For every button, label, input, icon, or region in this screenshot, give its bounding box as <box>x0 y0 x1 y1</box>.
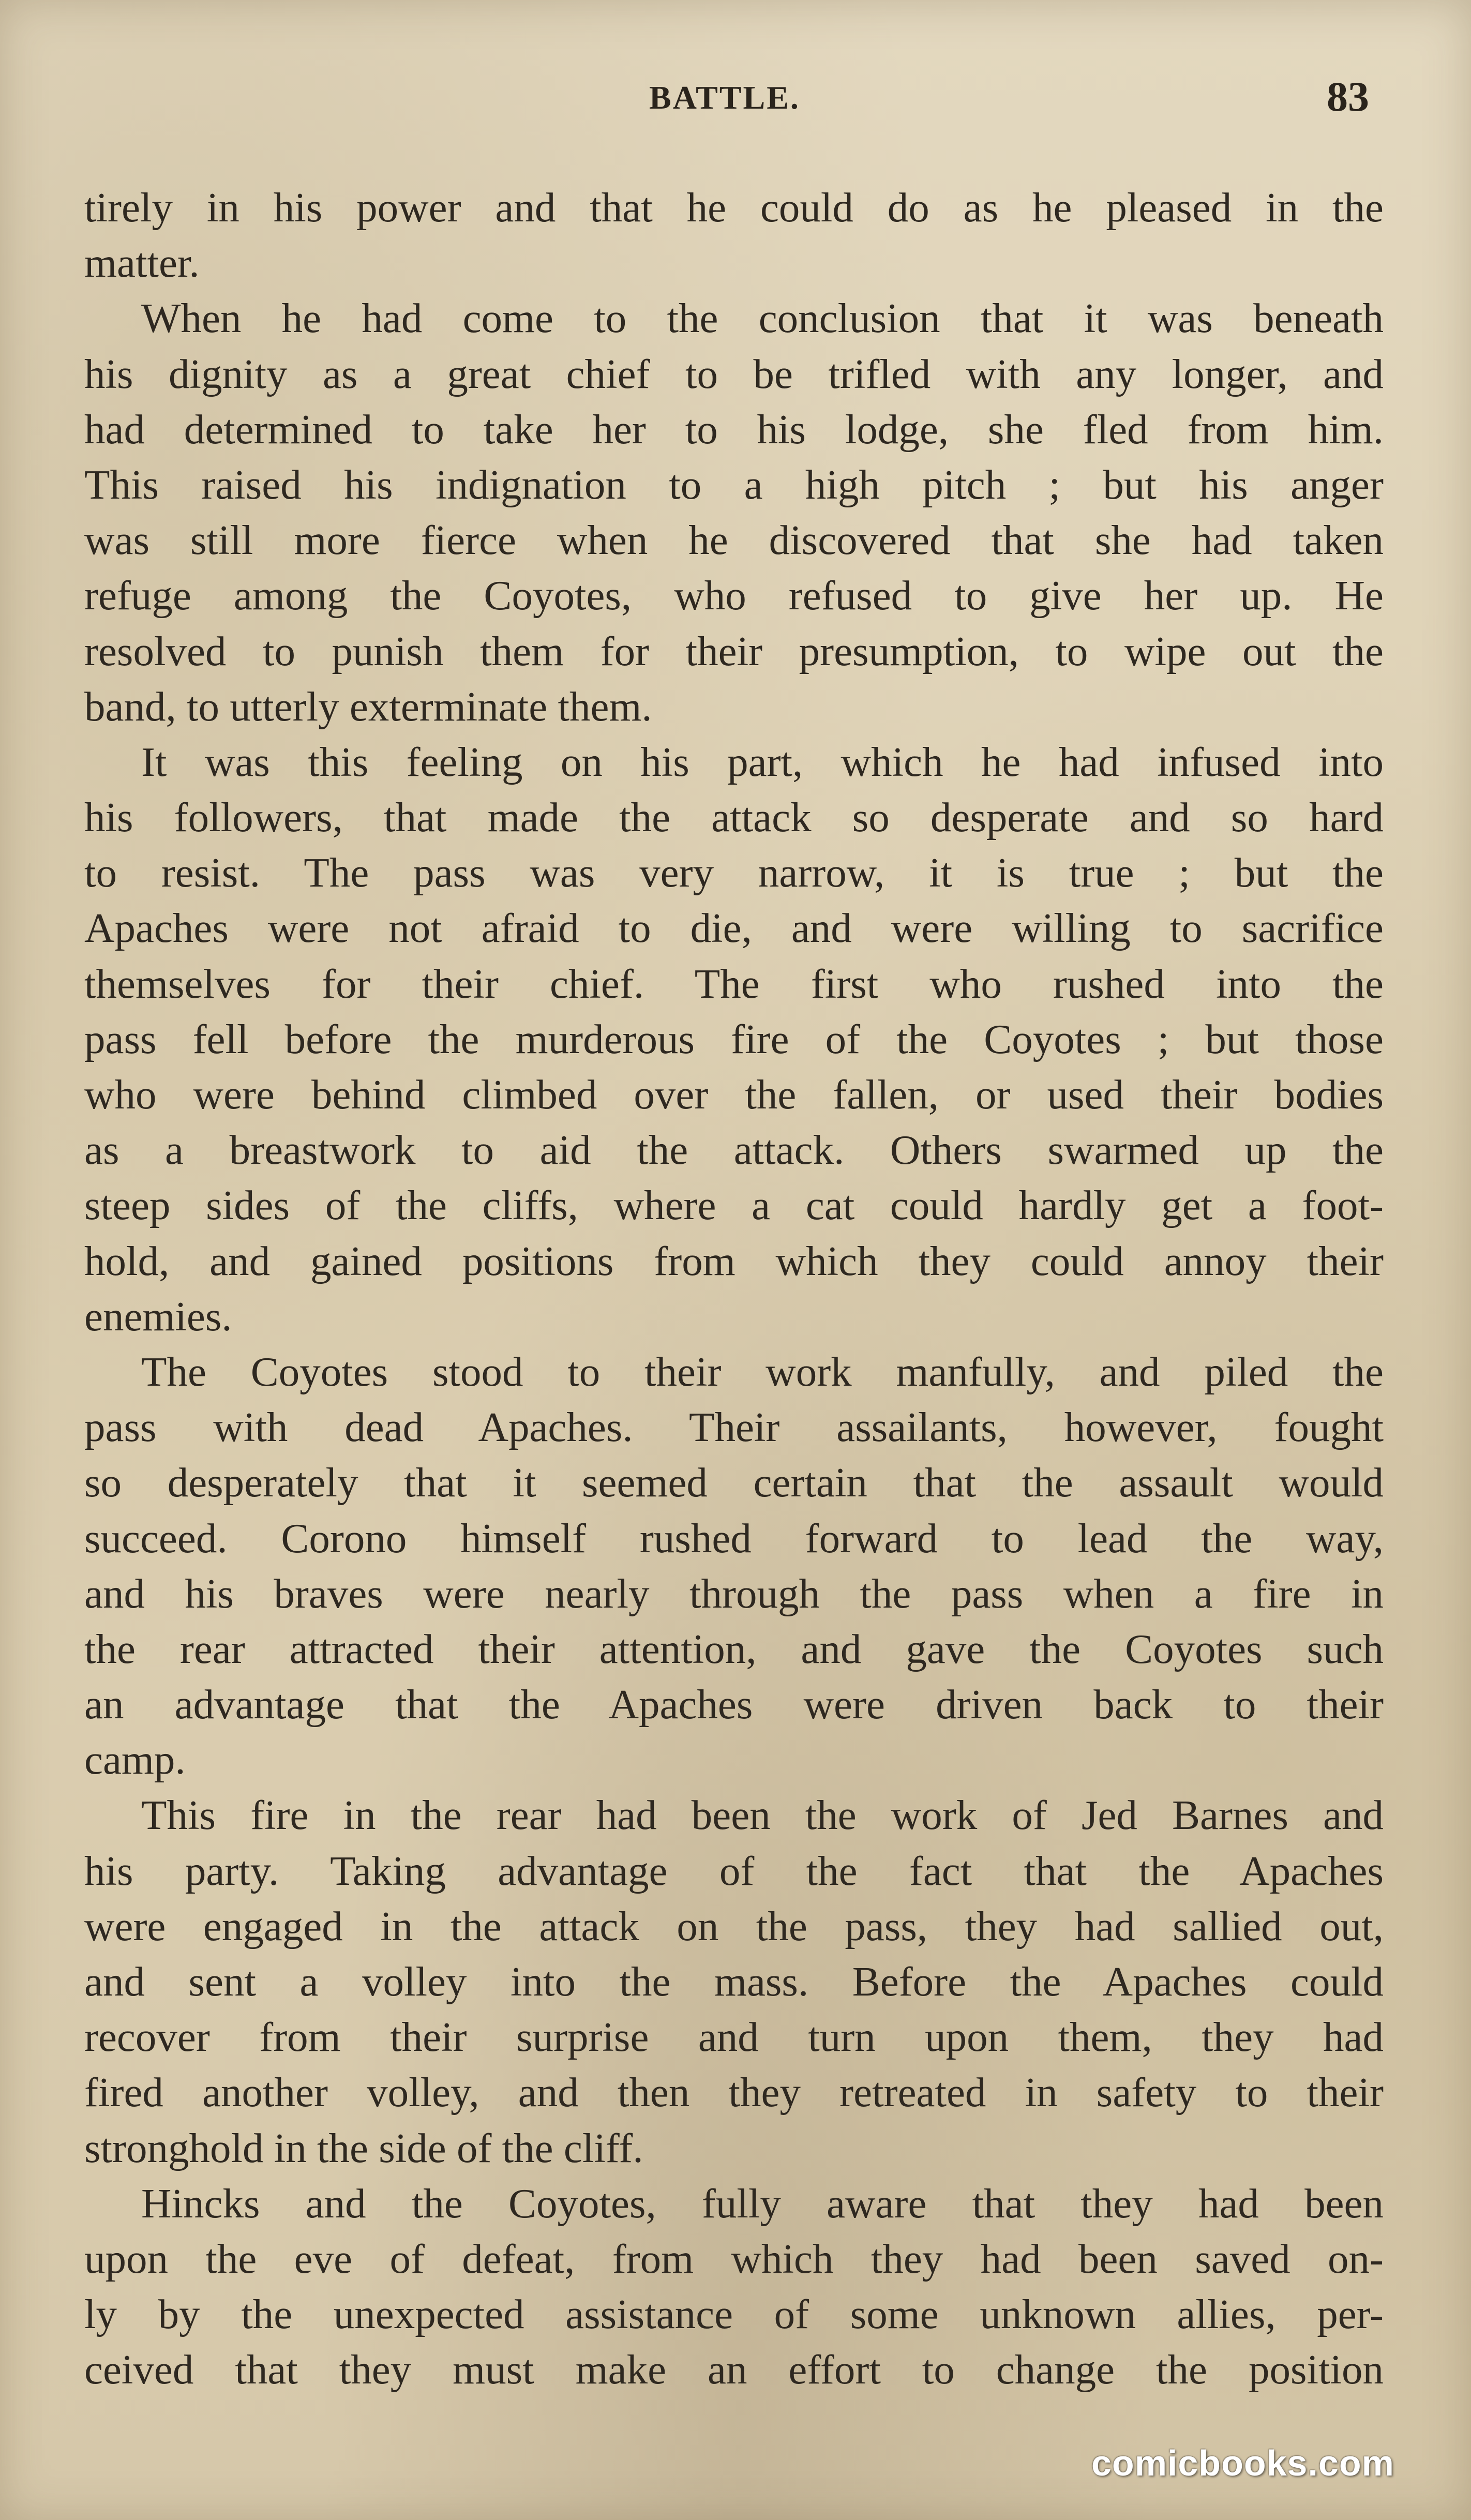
text-line: as a breastwork to aid the attack. Others swarmed up the <box>84 1127 1384 1174</box>
text-line: who were behind climbed over the fallen, or used their bodies <box>84 1071 1384 1118</box>
page-number: 83 <box>1327 73 1369 120</box>
text-line: succeed. Corono himself rushed forward to lead the way, <box>84 1514 1384 1562</box>
text-line: an advantage that the Apaches were driven back to their <box>84 1681 1384 1728</box>
text-line: resolved to punish them for their presumption, to wipe out the <box>84 627 1384 674</box>
text-line: stronghold in the side of the cliff. <box>84 2124 643 2171</box>
text-line: the rear attracted their attention, and gave the Coyotes such <box>84 1625 1384 1672</box>
text-line: themselves for their chief. The first who rushed into the <box>84 960 1384 1007</box>
text-line: to resist. The pass was very narrow, it is true ; but the <box>84 849 1384 896</box>
body-text <box>84 180 1384 2398</box>
text-line: had determined to take her to his lodge, she fled from him. <box>84 406 1384 453</box>
watermark: comicbooks.com <box>1091 2443 1394 2483</box>
text-line: refuge among the Coyotes, who refused to give her up. He <box>84 572 1384 619</box>
text-line: ceived that they must make an effort to change the position <box>84 2346 1384 2393</box>
text-line: matter. <box>84 239 200 287</box>
text-line: his dignity as a great chief to be trifled with any longer, and <box>84 350 1384 397</box>
text-line: his followers, that made the attack so desperate and so hard <box>84 794 1384 841</box>
text-line: so desperately that it seemed certain that the assault would <box>84 1459 1384 1506</box>
text-line: hold, and gained positions from which they could annoy their <box>84 1237 1384 1284</box>
text-line: When he had come to the conclusion that it was beneath <box>141 295 1384 342</box>
text-line: and sent a volley into the mass. Before the Apaches could <box>84 1958 1384 2005</box>
text-line: The Coyotes stood to their work manfully, and piled the <box>141 1348 1384 1395</box>
text-line: fired another volley, and then they retreated in safety to their <box>84 2069 1384 2116</box>
text-line: It was this feeling on his part, which he had infused into <box>141 738 1384 785</box>
text-line: pass with dead Apaches. Their assailants, however, fought <box>84 1404 1384 1451</box>
text-line: was still more fierce when he discovered that she had taken <box>84 517 1384 564</box>
text-line: his party. Taking advantage of the fact that the Apaches <box>84 1847 1384 1894</box>
text-line: tirely in his power and that he could do as he pleased in the <box>84 184 1384 231</box>
text-line: steep sides of the cliffs, where a cat could hardly get a foot- <box>84 1182 1384 1229</box>
text-line: were engaged in the attack on the pass, they had sallied out, <box>84 1902 1384 1949</box>
text-line: camp. <box>84 1736 186 1783</box>
text-line: ly by the unexpected assistance of some unknown allies, per- <box>84 2291 1384 2338</box>
text-line: band, to utterly exterminate them. <box>84 683 652 730</box>
running-head: BATTLE. <box>649 79 800 116</box>
text-line: pass fell before the murderous fire of the Coyotes ; but those <box>84 1015 1384 1062</box>
text-line: and his braves were nearly through the pass when a fire in <box>84 1570 1384 1617</box>
text-line: enemies. <box>84 1293 232 1340</box>
text-line: Hincks and the Coyotes, fully aware that they had been <box>141 2180 1384 2227</box>
text-line: recover from their surprise and turn upon them, they had <box>84 2014 1384 2061</box>
text-line: upon the eve of defeat, from which they had been saved on- <box>84 2235 1384 2282</box>
text-line: This raised his indignation to a high pitch ; but his anger <box>84 461 1384 508</box>
text-line: This fire in the rear had been the work of Jed Barnes and <box>141 1792 1384 1839</box>
text-line: Apaches were not afraid to die, and were willing to sacrifice <box>84 905 1384 952</box>
